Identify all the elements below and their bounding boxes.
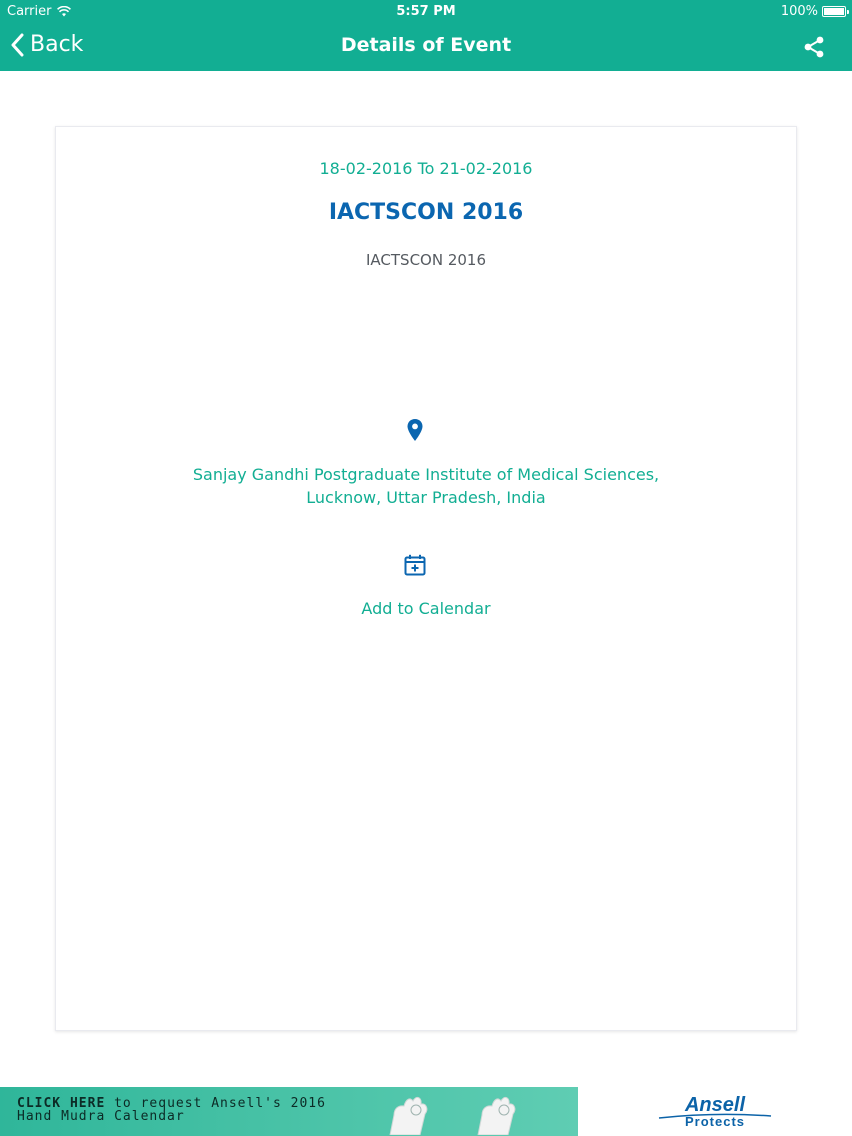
add-to-calendar-button[interactable]: Add to Calendar [361, 599, 491, 618]
logo-swoosh-icon [655, 1112, 775, 1120]
ad-cta-line-2: Hand Mudra Calendar [17, 1109, 185, 1124]
ad-cta-strong: CLICK HERE [17, 1096, 106, 1111]
back-label: Back [30, 32, 84, 57]
hand-gesture-image [380, 1089, 570, 1135]
event-location[interactable] [116, 463, 736, 509]
battery-indicator [781, 4, 846, 19]
ansell-logo [655, 1095, 775, 1133]
ad-banner[interactable] [0, 1087, 852, 1136]
battery-percent: 100% [780, 4, 818, 19]
page-title: Details of Event [340, 34, 512, 56]
event-date-range: 18-02-2016 To 21-02-2016 [319, 159, 533, 178]
ad-cta-rest: to request Ansell's 2016 [105, 1096, 326, 1111]
ad-banner-left [0, 1087, 578, 1136]
ad-tagline: Protects [684, 1114, 746, 1129]
navigation-bar [0, 24, 852, 71]
header-bar [0, 0, 852, 71]
ad-brand: Ansell [684, 1094, 746, 1116]
status-time: 5:57 PM [396, 4, 456, 19]
ad-text [17, 1097, 326, 1123]
carrier-label: Carrier [7, 4, 52, 19]
location-line-2: Lucknow, Uttar Pradesh, India [306, 488, 546, 507]
calendar-add-icon[interactable] [404, 554, 426, 576]
location-line-1: Sanjay Gandhi Postgraduate Institute of Medical Sciences, [192, 465, 660, 484]
event-subtitle: IACTSCON 2016 [365, 251, 487, 269]
status-bar [0, 0, 852, 24]
location-pin-icon [406, 418, 424, 442]
share-icon[interactable] [802, 35, 826, 59]
battery-icon [822, 6, 846, 17]
event-title: IACTSCON 2016 [328, 200, 524, 225]
event-card [55, 126, 797, 1031]
